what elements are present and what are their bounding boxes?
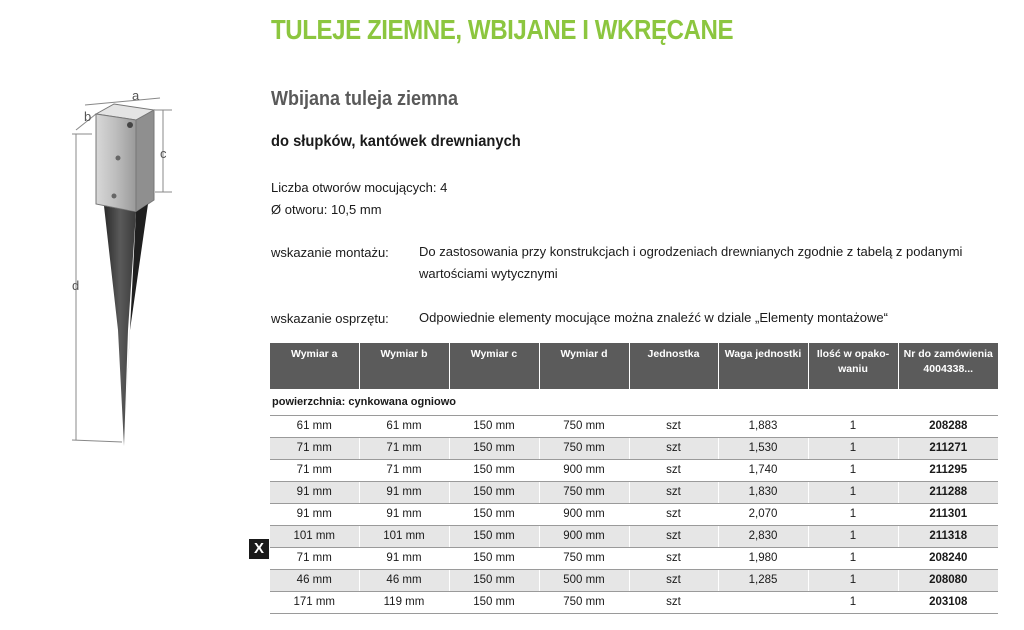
cell-dimension-a: 71 mm	[270, 548, 359, 570]
header-dimension-d: Wymiar d	[539, 343, 629, 389]
holes-count-text: Liczba otworów mocujących: 4	[271, 180, 448, 195]
cell-dimension-d: 900 mm	[539, 504, 629, 526]
cell-unit-weight: 1,980	[718, 548, 808, 570]
cell-dimension-a: 71 mm	[270, 438, 359, 460]
cell-pack-quantity: 1	[808, 482, 898, 504]
header-unit-weight: Waga jednostki	[718, 343, 808, 389]
table-row	[270, 482, 998, 504]
cell-dimension-b: 101 mm	[359, 526, 449, 548]
cell-dimension-d: 900 mm	[539, 460, 629, 482]
cell-unit-weight: 2,830	[718, 526, 808, 548]
cell-dimension-b: 91 mm	[359, 548, 449, 570]
cell-dimension-a: 91 mm	[270, 482, 359, 504]
table-row	[270, 416, 998, 438]
cell-order-number: 208240	[898, 548, 998, 570]
cell-dimension-a: 171 mm	[270, 592, 359, 614]
ground-spike-diagram	[60, 82, 260, 452]
cell-dimension-c: 150 mm	[449, 504, 539, 526]
product-title: Wbijana tuleja ziemna	[271, 88, 459, 110]
cell-order-number: 208288	[898, 416, 998, 438]
cell-dimension-d: 750 mm	[539, 548, 629, 570]
cell-unit-weight: 2,070	[718, 504, 808, 526]
table-header-row	[270, 343, 998, 389]
cell-dimension-c: 150 mm	[449, 570, 539, 592]
dimension-label-b: b	[84, 109, 92, 124]
header-pack-quantity: Ilość w opako-waniu	[808, 343, 898, 389]
cell-dimension-d: 900 mm	[539, 526, 629, 548]
table-section-row	[270, 389, 998, 416]
header-unit: Jednostka	[629, 343, 718, 389]
surface-section-label: powierzchnia: cynkowana ogniowo	[270, 389, 998, 416]
header-dimension-a: Wymiar a	[270, 343, 359, 389]
cell-dimension-c: 150 mm	[449, 548, 539, 570]
cell-unit: szt	[629, 548, 718, 570]
cell-unit: szt	[629, 592, 718, 614]
cell-unit: szt	[629, 416, 718, 438]
cell-unit-weight: 1,883	[718, 416, 808, 438]
cell-dimension-c: 150 mm	[449, 438, 539, 460]
cell-dimension-b: 71 mm	[359, 438, 449, 460]
cell-dimension-b: 61 mm	[359, 416, 449, 438]
cell-dimension-b: 91 mm	[359, 482, 449, 504]
cell-unit: szt	[629, 482, 718, 504]
cell-dimension-d: 750 mm	[539, 592, 629, 614]
cell-pack-quantity: 1	[808, 526, 898, 548]
cell-pack-quantity: 1	[808, 416, 898, 438]
table-row	[270, 460, 998, 482]
cell-unit: szt	[629, 504, 718, 526]
cell-dimension-d: 750 mm	[539, 482, 629, 504]
table-row	[270, 438, 998, 460]
table-row	[270, 504, 998, 526]
cell-order-number: 208080	[898, 570, 998, 592]
cell-dimension-d: 750 mm	[539, 438, 629, 460]
cell-dimension-c: 150 mm	[449, 526, 539, 548]
product-subtitle: do słupków, kantówek drewnianych	[271, 133, 521, 150]
fixings-label: wskazanie osprzętu:	[271, 311, 389, 326]
mounting-text: Do zastosowania przy konstrukcjach i ogrodzeniach drewnianych zgodnie z tabelą z podanymi wartościami wytycznymi	[419, 244, 963, 281]
cell-dimension-c: 150 mm	[449, 482, 539, 504]
header-dimension-c: Wymiar c	[449, 343, 539, 389]
cell-dimension-b: 71 mm	[359, 460, 449, 482]
dimension-label-a: a	[132, 88, 140, 103]
cell-pack-quantity: 1	[808, 592, 898, 614]
cell-order-number: 203108	[898, 592, 998, 614]
cell-order-number: 211301	[898, 504, 998, 526]
header-order-number: Nr do zamówienia 4004338...	[898, 343, 998, 389]
cell-dimension-b: 46 mm	[359, 570, 449, 592]
cell-dimension-b: 119 mm	[359, 592, 449, 614]
cell-unit-weight	[718, 592, 808, 614]
cell-pack-quantity: 1	[808, 548, 898, 570]
cell-unit-weight: 1,740	[718, 460, 808, 482]
fixings-text: Odpowiednie elementy mocujące można znaleźć w dziale „Elementy montażowe“	[419, 310, 888, 325]
cell-unit-weight: 1,530	[718, 438, 808, 460]
cell-dimension-c: 150 mm	[449, 416, 539, 438]
dimension-label-d: d	[72, 278, 80, 293]
cell-unit: szt	[629, 460, 718, 482]
cell-pack-quantity: 1	[808, 460, 898, 482]
cell-dimension-a: 101 mm	[270, 526, 359, 548]
table-row	[270, 548, 998, 570]
cell-unit-weight: 1,830	[718, 482, 808, 504]
cell-pack-quantity: 1	[808, 504, 898, 526]
cell-order-number: 211295	[898, 460, 998, 482]
product-table	[270, 343, 998, 614]
cell-dimension-a: 61 mm	[270, 416, 359, 438]
cell-pack-quantity: 1	[808, 438, 898, 460]
page-title: TULEJE ZIEMNE, WBIJANE I WKRĘCANE	[271, 14, 734, 45]
table-row	[270, 526, 998, 548]
table-row	[270, 570, 998, 592]
cell-dimension-c: 150 mm	[449, 592, 539, 614]
cell-dimension-a: 71 mm	[270, 460, 359, 482]
cell-unit: szt	[629, 570, 718, 592]
hole-diameter-text: Ø otworu: 10,5 mm	[271, 202, 382, 217]
cell-dimension-a: 91 mm	[270, 504, 359, 526]
table-row	[270, 592, 998, 614]
cell-pack-quantity: 1	[808, 570, 898, 592]
cell-dimension-b: 91 mm	[359, 504, 449, 526]
dimension-label-c: c	[160, 146, 167, 161]
cell-dimension-d: 750 mm	[539, 416, 629, 438]
cell-order-number: 211271	[898, 438, 998, 460]
cell-unit: szt	[629, 526, 718, 548]
cell-dimension-d: 500 mm	[539, 570, 629, 592]
cell-dimension-a: 46 mm	[270, 570, 359, 592]
cell-order-number: 211288	[898, 482, 998, 504]
mounting-label: wskazanie montażu:	[271, 245, 389, 260]
cell-unit: szt	[629, 438, 718, 460]
cell-dimension-c: 150 mm	[449, 460, 539, 482]
new-item-marker: X	[249, 539, 269, 559]
header-dimension-b: Wymiar b	[359, 343, 449, 389]
cell-unit-weight: 1,285	[718, 570, 808, 592]
cell-order-number: 211318	[898, 526, 998, 548]
